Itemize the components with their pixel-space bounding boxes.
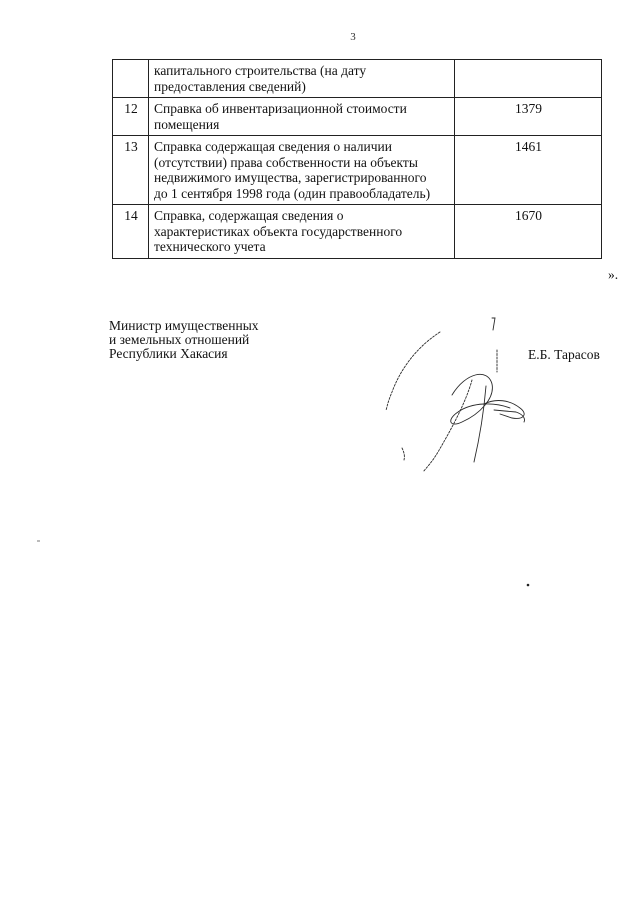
row-price: 1379 — [455, 98, 602, 136]
stray-mark — [527, 584, 530, 587]
page-number: 3 — [350, 31, 356, 43]
description-line: Справка содержащая сведения о наличии — [154, 139, 392, 154]
row-price: 1670 — [455, 205, 602, 259]
signatory-title-line: и земельных отношений — [109, 332, 250, 347]
description-line: помещения — [154, 116, 220, 132]
description-line: Справка, содержащая сведения о — [154, 208, 344, 223]
signatory-title-line: Министр имущественных — [109, 318, 259, 333]
signatory-title-line: Республики Хакасия — [109, 346, 228, 361]
row-number: 13 — [113, 136, 149, 205]
row-price: 1461 — [455, 136, 602, 205]
signatory-name: Е.Б. Тарасов — [528, 347, 600, 362]
description-line: Справка об инвентаризационной стоимости — [154, 101, 407, 116]
description-line: капитального строительства (на дату — [154, 63, 367, 78]
description-line: (отсутствии) права собственности на объекты — [154, 154, 418, 170]
closing-quote-mark: ». — [608, 267, 619, 282]
row-number: 12 — [113, 98, 149, 136]
description-line: технического учета — [154, 239, 266, 254]
description-line: до 1 сентября 1998 года (один правообладатель) — [154, 185, 431, 201]
description-line: недвижимого имущества, зарегистрированного — [154, 170, 427, 185]
row-number: 14 — [113, 205, 149, 259]
description-line: характеристиках объекта государственного — [154, 223, 403, 239]
description-line: предоставления сведений) — [154, 78, 306, 94]
